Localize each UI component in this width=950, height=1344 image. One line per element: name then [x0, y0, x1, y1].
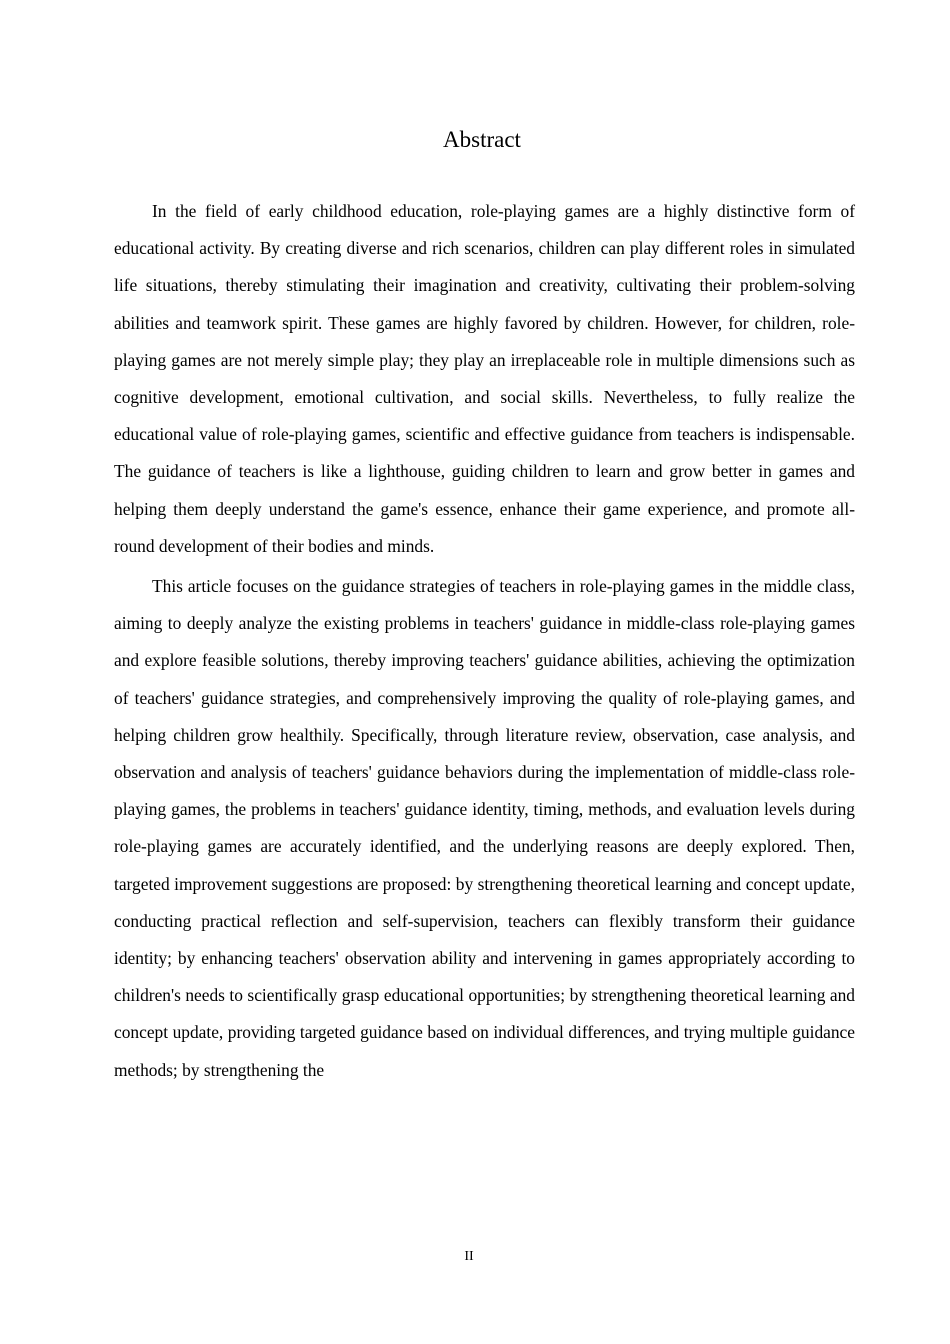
abstract-body: [114, 193, 855, 1092]
abstract-paragraph-2: This article focuses on the guidance strategies of teachers in role-playing games in the middle class, aiming to deeply analyze the existing problems in teachers' guidance in middle-class role-playing games and explore feasible solutions, thereby improving teachers' guidance abilities, achieving the optimization of teachers' guidance strategies, and comprehensively improving the quality of role-playing games, and helping children grow healthily. Specifically, through literature review, observation, case analysis, and observation and analysis of teachers' guidance behaviors during the implementation of middle-class role-playing games, the problems in teachers' guidance identity, timing, methods, and evaluation levels during role-playing games are accurately identified, and the underlying reasons are deeply explored. Then, targeted improvement suggestions are proposed: by strengthening theoretical learning and concept update, conducting practical reflection and self-supervision, teachers can flexibly transform their guidance identity; by enhancing teachers' observation ability and intervening in games appropriately according to children's needs to scientifically grasp educational opportunities; by strengthening theoretical learning and concept update, providing targeted guidance based on individual differences, and trying multiple guidance methods; by strengthening the: [114, 576, 855, 1080]
page-number: II: [464, 1249, 474, 1264]
abstract-title: Abstract: [443, 127, 521, 152]
abstract-paragraph-1: In the field of early childhood education, role-playing games are a highly distinctive form of educational activity. By creating diverse and rich scenarios, children can play different roles in simulated life situations, thereby stimulating their imagination and creativity, cultivating their problem-solving abilities and teamwork spirit. These games are highly favored by children. However, for children, role-playing games are not merely simple play; they play an irreplaceable role in multiple dimensions such as cognitive development, emotional cultivation, and social skills. Nevertheless, to fully realize the educational value of role-playing games, scientific and effective guidance from teachers is indispensable. The guidance of teachers is like a lighthouse, guiding children to learn and grow better in games and helping them deeply understand the game's essence, enhance their game experience, and promote all-round development of their bodies and minds.: [114, 201, 855, 556]
